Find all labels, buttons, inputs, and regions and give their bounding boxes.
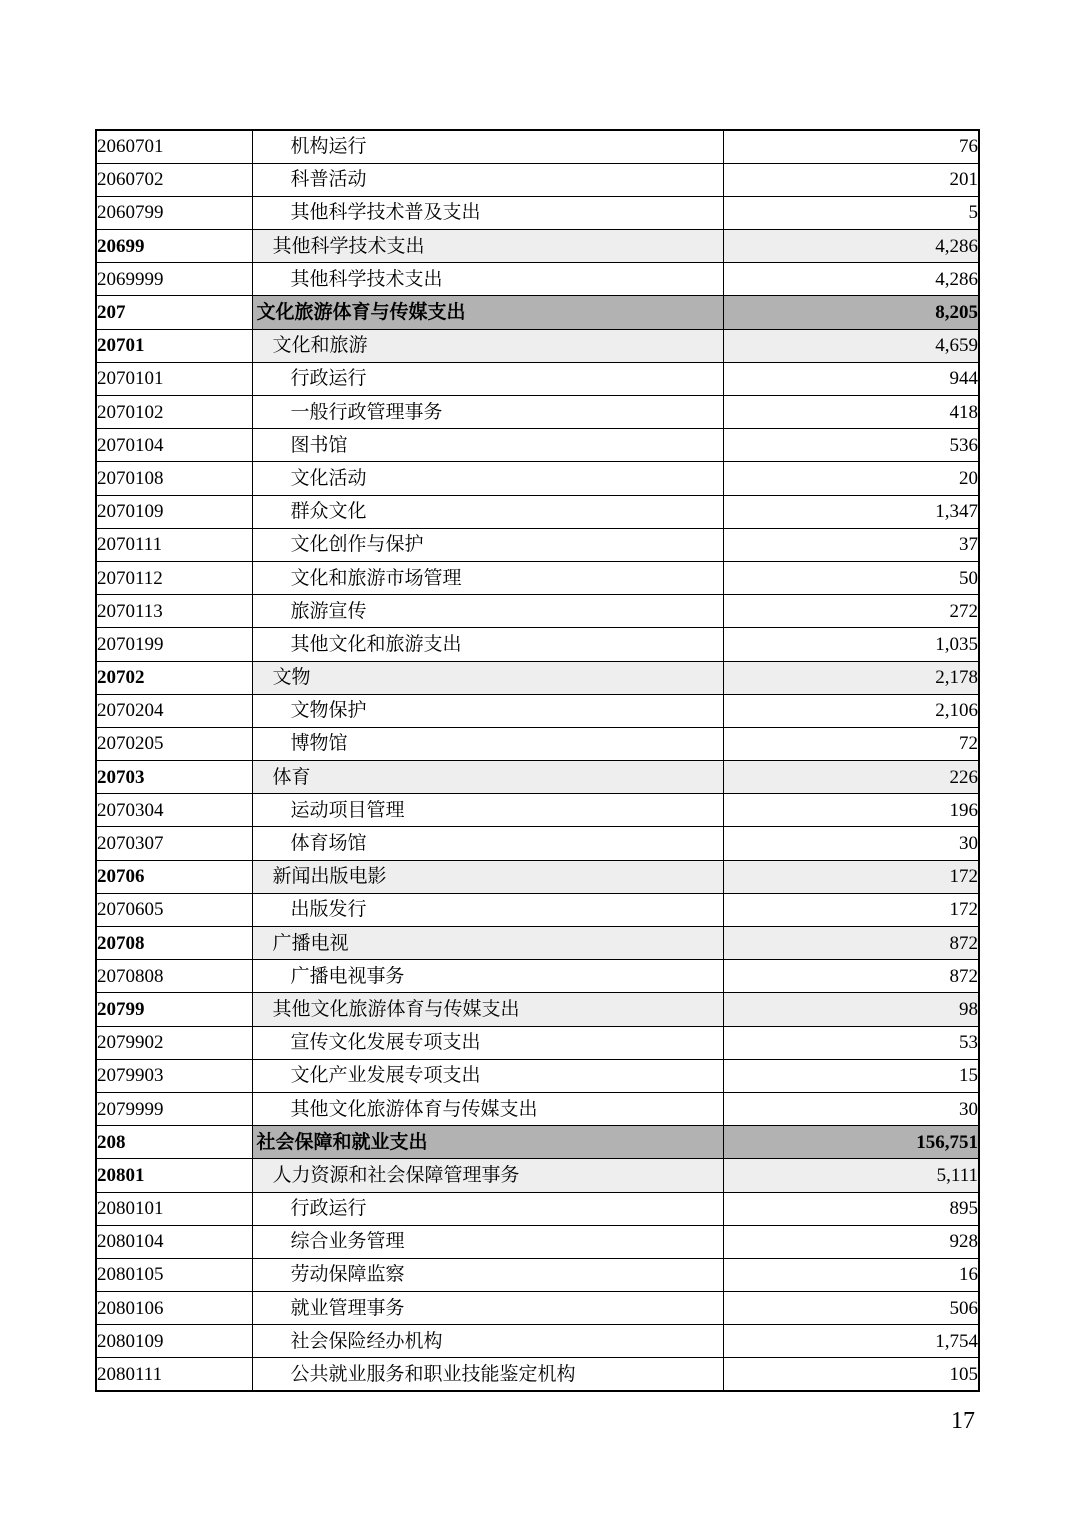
table-row bbox=[96, 561, 979, 594]
row-name-cell: 文化活动 bbox=[252, 462, 723, 495]
table-row bbox=[96, 495, 979, 528]
row-name-cell: 文化和旅游 bbox=[252, 329, 723, 362]
row-name-cell: 其他科学技术支出 bbox=[252, 230, 723, 263]
row-amount-cell: 53 bbox=[723, 1026, 979, 1059]
row-name-cell: 综合业务管理 bbox=[252, 1225, 723, 1258]
table-row bbox=[96, 163, 979, 196]
row-code-cell: 20801 bbox=[96, 1159, 252, 1192]
row-amount-cell: 37 bbox=[723, 528, 979, 561]
row-amount-cell: 4,286 bbox=[723, 263, 979, 296]
table-row bbox=[96, 960, 979, 993]
table-row bbox=[96, 927, 979, 960]
row-amount-cell: 944 bbox=[723, 362, 979, 395]
row-name-cell: 劳动保障监察 bbox=[252, 1258, 723, 1291]
row-amount-cell: 8,205 bbox=[723, 296, 979, 329]
row-code-cell: 2070108 bbox=[96, 462, 252, 495]
row-amount-cell: 272 bbox=[723, 595, 979, 628]
row-name-cell: 文物保护 bbox=[252, 694, 723, 727]
row-code-cell: 20702 bbox=[96, 661, 252, 694]
table-row bbox=[96, 1358, 979, 1391]
row-code-cell: 2070112 bbox=[96, 561, 252, 594]
table-row bbox=[96, 329, 979, 362]
row-name-cell: 新闻出版电影 bbox=[252, 860, 723, 893]
table-row bbox=[96, 1159, 979, 1192]
row-amount-cell: 1,754 bbox=[723, 1325, 979, 1358]
row-code-cell: 208 bbox=[96, 1126, 252, 1159]
row-code-cell: 2069999 bbox=[96, 263, 252, 296]
row-code-cell: 2080106 bbox=[96, 1292, 252, 1325]
row-name-cell: 文化产业发展专项支出 bbox=[252, 1059, 723, 1092]
table-row bbox=[96, 761, 979, 794]
table-row bbox=[96, 893, 979, 926]
table-row bbox=[96, 1225, 979, 1258]
row-code-cell: 2070205 bbox=[96, 727, 252, 760]
row-amount-cell: 76 bbox=[723, 130, 979, 163]
table-row bbox=[96, 396, 979, 429]
row-name-cell: 科普活动 bbox=[252, 163, 723, 196]
table-row bbox=[96, 827, 979, 860]
row-amount-cell: 4,659 bbox=[723, 329, 979, 362]
row-amount-cell: 872 bbox=[723, 927, 979, 960]
page-number: 17 bbox=[951, 1408, 975, 1434]
row-code-cell: 2070199 bbox=[96, 628, 252, 661]
row-amount-cell: 2,106 bbox=[723, 694, 979, 727]
table-row bbox=[96, 595, 979, 628]
row-code-cell: 2080105 bbox=[96, 1258, 252, 1291]
table-row bbox=[96, 1092, 979, 1125]
row-name-cell: 宣传文化发展专项支出 bbox=[252, 1026, 723, 1059]
row-code-cell: 2060702 bbox=[96, 163, 252, 196]
row-code-cell: 207 bbox=[96, 296, 252, 329]
row-name-cell: 行政运行 bbox=[252, 1192, 723, 1225]
row-name-cell: 其他文化和旅游支出 bbox=[252, 628, 723, 661]
row-amount-cell: 72 bbox=[723, 727, 979, 760]
row-code-cell: 2080111 bbox=[96, 1358, 252, 1391]
table-row bbox=[96, 230, 979, 263]
row-code-cell: 2070808 bbox=[96, 960, 252, 993]
row-name-cell: 出版发行 bbox=[252, 893, 723, 926]
row-code-cell: 2070104 bbox=[96, 429, 252, 462]
row-name-cell: 人力资源和社会保障管理事务 bbox=[252, 1159, 723, 1192]
table-row bbox=[96, 296, 979, 329]
row-code-cell: 2079902 bbox=[96, 1026, 252, 1059]
row-amount-cell: 5 bbox=[723, 196, 979, 229]
row-code-cell: 2070109 bbox=[96, 495, 252, 528]
row-code-cell: 2060701 bbox=[96, 130, 252, 163]
row-amount-cell: 30 bbox=[723, 827, 979, 860]
row-name-cell: 图书馆 bbox=[252, 429, 723, 462]
row-amount-cell: 172 bbox=[723, 860, 979, 893]
row-code-cell: 2070307 bbox=[96, 827, 252, 860]
row-code-cell: 2080101 bbox=[96, 1192, 252, 1225]
row-code-cell: 2070102 bbox=[96, 396, 252, 429]
table-row bbox=[96, 1325, 979, 1358]
row-code-cell: 20699 bbox=[96, 230, 252, 263]
table-row bbox=[96, 694, 979, 727]
row-amount-cell: 2,178 bbox=[723, 661, 979, 694]
row-amount-cell: 16 bbox=[723, 1258, 979, 1291]
row-amount-cell: 156,751 bbox=[723, 1126, 979, 1159]
row-amount-cell: 196 bbox=[723, 794, 979, 827]
row-amount-cell: 536 bbox=[723, 429, 979, 462]
table-row bbox=[96, 462, 979, 495]
row-code-cell: 20703 bbox=[96, 761, 252, 794]
budget-expenditure-table bbox=[95, 129, 980, 1392]
row-name-cell: 社会保险经办机构 bbox=[252, 1325, 723, 1358]
table-row bbox=[96, 429, 979, 462]
table-row bbox=[96, 661, 979, 694]
row-amount-cell: 172 bbox=[723, 893, 979, 926]
row-name-cell: 广播电视 bbox=[252, 927, 723, 960]
table-row bbox=[96, 1192, 979, 1225]
row-amount-cell: 20 bbox=[723, 462, 979, 495]
row-amount-cell: 872 bbox=[723, 960, 979, 993]
table-row bbox=[96, 993, 979, 1026]
row-amount-cell: 1,347 bbox=[723, 495, 979, 528]
row-code-cell: 2080104 bbox=[96, 1225, 252, 1258]
row-amount-cell: 5,111 bbox=[723, 1159, 979, 1192]
table-row bbox=[96, 528, 979, 561]
table-row bbox=[96, 727, 979, 760]
row-name-cell: 运动项目管理 bbox=[252, 794, 723, 827]
row-code-cell: 2080109 bbox=[96, 1325, 252, 1358]
row-name-cell: 文物 bbox=[252, 661, 723, 694]
table-row bbox=[96, 362, 979, 395]
row-code-cell: 2079903 bbox=[96, 1059, 252, 1092]
row-amount-cell: 105 bbox=[723, 1358, 979, 1391]
table-row bbox=[96, 1126, 979, 1159]
row-code-cell: 2070111 bbox=[96, 528, 252, 561]
row-name-cell: 行政运行 bbox=[252, 362, 723, 395]
row-code-cell: 2070204 bbox=[96, 694, 252, 727]
row-name-cell: 机构运行 bbox=[252, 130, 723, 163]
row-name-cell: 体育 bbox=[252, 761, 723, 794]
table-row bbox=[96, 1258, 979, 1291]
row-code-cell: 2070304 bbox=[96, 794, 252, 827]
table-row bbox=[96, 196, 979, 229]
row-code-cell: 20701 bbox=[96, 329, 252, 362]
row-amount-cell: 928 bbox=[723, 1225, 979, 1258]
row-name-cell: 其他文化旅游体育与传媒支出 bbox=[252, 993, 723, 1026]
row-amount-cell: 418 bbox=[723, 396, 979, 429]
table-row bbox=[96, 1292, 979, 1325]
row-amount-cell: 895 bbox=[723, 1192, 979, 1225]
row-name-cell: 就业管理事务 bbox=[252, 1292, 723, 1325]
row-name-cell: 博物馆 bbox=[252, 727, 723, 760]
row-code-cell: 2060799 bbox=[96, 196, 252, 229]
row-code-cell: 2070101 bbox=[96, 362, 252, 395]
row-name-cell: 其他科学技术支出 bbox=[252, 263, 723, 296]
row-amount-cell: 4,286 bbox=[723, 230, 979, 263]
row-name-cell: 公共就业服务和职业技能鉴定机构 bbox=[252, 1358, 723, 1391]
row-name-cell: 文化创作与保护 bbox=[252, 528, 723, 561]
row-amount-cell: 201 bbox=[723, 163, 979, 196]
table-row bbox=[96, 860, 979, 893]
row-code-cell: 20799 bbox=[96, 993, 252, 1026]
row-name-cell: 群众文化 bbox=[252, 495, 723, 528]
row-name-cell: 文化和旅游市场管理 bbox=[252, 561, 723, 594]
table-row bbox=[96, 1059, 979, 1092]
row-amount-cell: 98 bbox=[723, 993, 979, 1026]
row-code-cell: 2070605 bbox=[96, 893, 252, 926]
table-row bbox=[96, 1026, 979, 1059]
row-amount-cell: 50 bbox=[723, 561, 979, 594]
row-name-cell: 旅游宣传 bbox=[252, 595, 723, 628]
table-row bbox=[96, 263, 979, 296]
row-amount-cell: 226 bbox=[723, 761, 979, 794]
row-amount-cell: 506 bbox=[723, 1292, 979, 1325]
row-code-cell: 20706 bbox=[96, 860, 252, 893]
row-name-cell: 其他科学技术普及支出 bbox=[252, 196, 723, 229]
row-name-cell: 广播电视事务 bbox=[252, 960, 723, 993]
budget-table-body bbox=[96, 130, 979, 1391]
row-amount-cell: 30 bbox=[723, 1092, 979, 1125]
row-code-cell: 2070113 bbox=[96, 595, 252, 628]
table-row bbox=[96, 628, 979, 661]
row-name-cell: 一般行政管理事务 bbox=[252, 396, 723, 429]
row-amount-cell: 15 bbox=[723, 1059, 979, 1092]
row-name-cell: 社会保障和就业支出 bbox=[252, 1126, 723, 1159]
table-row bbox=[96, 794, 979, 827]
row-code-cell: 20708 bbox=[96, 927, 252, 960]
row-name-cell: 其他文化旅游体育与传媒支出 bbox=[252, 1092, 723, 1125]
row-name-cell: 体育场馆 bbox=[252, 827, 723, 860]
table-row bbox=[96, 130, 979, 163]
row-code-cell: 2079999 bbox=[96, 1092, 252, 1125]
row-name-cell: 文化旅游体育与传媒支出 bbox=[252, 296, 723, 329]
row-amount-cell: 1,035 bbox=[723, 628, 979, 661]
